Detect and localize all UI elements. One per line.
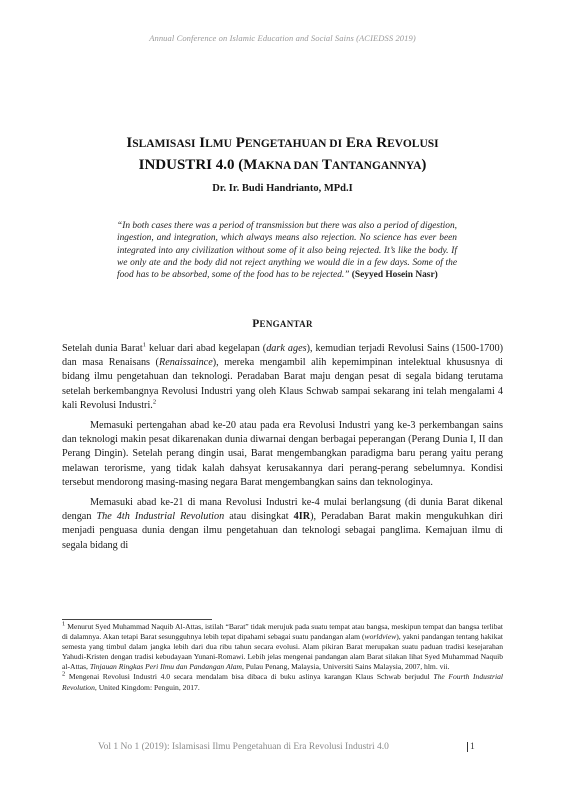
paper-title: ISLAMISASI ILMU PENGETAHUAN DI ERA REVOLUSI INDUSTRI 4.0 (MAKNA DAN TANTANGANNYA) xyxy=(126,135,439,173)
footnote-ref-2[interactable]: 2 xyxy=(152,398,157,406)
epigraph-quote xyxy=(117,220,457,281)
paragraph-3: Memasuki abad ke-21 di mana Revolusi Industri ke-4 mulai berlangsung (di dunia Barat dikenal dengan The 4th Industrial Revolution atau disingkat 4IR), Peradaban Barat makin mengukuhkan diri menjadi penguasa dunia dengan ilmu pengetahuan dan teknologi sebagai panglima. Kemajuan ilmu di segala bidang di xyxy=(62,497,504,551)
footnote-divider xyxy=(62,619,212,620)
footnote-1: $^1$ Menurut Syed Muhammad Naquib Al-Attas, istilah “Barat” tidak merujuk pada suatu tempat atau bangsa, meskipun tempat dan bangsa terlibat di dalamnya. Akan tetapi Barat sesungguhnya lebih tepat dipahami sebagai suatu pandangan alam (worldview), yakni pandangan tentang hakikat semesta yang timbul dalam jangka lebih dari dua ribu tahun secara evolusi. Alam pikiran Barat merupakan suatu paduan tradisi kesejarahan Yahudi-Kristen dengan tradisi kebudayaan Yunani-Romawi. Lebih jelas mengenai pandangan alam Barat silakan lihat Syed Muhammad Naquib al-Attas, Tinjauan Ringkas Peri Ilmu dan Pandangan Alam, Pulau Penang, Malaysia, Universiti Sains Malaysia, 2007, hlm. vii. xyxy=(62,620,503,672)
page-number: 1 xyxy=(467,742,475,752)
section-heading: PENGANTAR xyxy=(252,318,313,330)
footer-citation: Vol 1 No 1 (2019): Islamisasi Ilmu Pengetahuan di Era Revolusi Industri 4.0 xyxy=(98,742,389,752)
epigraph-attribution: (Seyyed Hosein Nasr) xyxy=(351,270,438,281)
footnote-2: $^2$ Mengenai Revolusi Industri 4.0 secara mendalam bisa dibaca di buku aslinya karangan Klaus Schwab berjudul The Fourth Industrial Revolution, United Kingdom: Penguin, 2017. xyxy=(62,670,503,692)
footnotes xyxy=(62,622,503,693)
paragraph-1: Setelah dunia Barat$^1$ keluar dari abad kegelapan (dark ages), kemudian terjadi Revolusi Sains (1500-1700) dan masa Renaisans (Renaissaince), mereka mengambil alih kepemimpinan intelektual khususnya di bidang ilmu pengetahuan dan teknologi. Peradaban Barat maju dengan pesat di segala bidang terutama setelah berkembangnya Revolusi Industri yang oleh Klaus Schwab sampai sekarang ini telah mengalami 4 kali Revolusi Industri.$^2$ xyxy=(62,341,504,411)
author-name: Dr. Ir. Budi Handrianto, MPd.I xyxy=(212,183,353,194)
epigraph-text: “In both cases there was a period of transmission but there was also a period of digestion, ingestion, and integration, which always means also rejection. No science has ever been integrated into any civilization without some of it also being rejected. It’s like the body. If we only ate and the body did not reject anything we would die in a few days. Some of the food has to be absorbed, some of the food has to be rejected.” xyxy=(117,221,457,281)
body-text xyxy=(62,342,503,559)
paragraph-2: Memasuki pertengahan abad ke-20 atau pada era Revolusi Industri yang ke-3 perkembangan sains dan teknologi makin pesat dikarenakan dunia diwarnai dengan berbagai peperangan (Perang Dunia I, II dan Perang Dingin). Setelah perang dingin usai, Barat mengembangkan paradigma baru perang yaitu perang melawan terorisme, yang tidak kalah dahsyat kerusakannya dari perang-perang sebelumnya. Kondisi tersebut mendorong masing-masing negara Barat mengembangkan sains dan teknologinya. xyxy=(62,420,503,488)
footnote-ref-1[interactable]: 1 xyxy=(142,341,146,349)
running-head: Annual Conference on Islamic Education and Social Sains (ACIEDSS 2019) xyxy=(149,33,416,43)
